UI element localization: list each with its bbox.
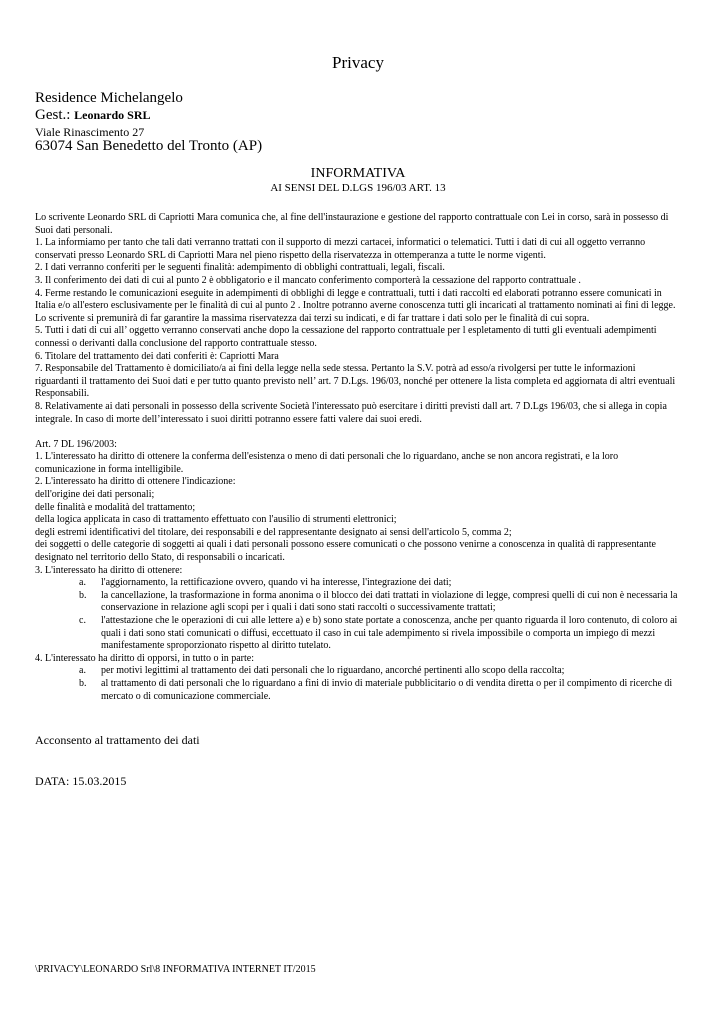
list-marker: a. [79,665,86,677]
clause-paragraph: 7. Responsabile del Trattamento è domiciliato/a ai fini della legge nella sede stessa. Pertanto la S.V. potrà ad esso/a rivolgersi per tutte le informazioni riguardanti il trattamento dei Suoi dati e per tutto quanto previsto nell’ art. 7 D.Lgs. 196/03, nonché per ottenere la lista completa ed aggiornata di altri eventuali Responsabili. [35,363,676,400]
informativa-title: INFORMATIVA [310,166,406,181]
art7-point-3-list [35,577,681,653]
clause-paragraph: 2. I dati verranno conferiti per le seguenti finalità: adempimento di obblighi contrattuali, legali, fiscali. [35,262,445,274]
document-footer: \PRIVACY\LEONARDO Srl\8 INFORMATIVA INTERNET IT/2015 [35,964,316,975]
art7-point-3: 3. L'interessato ha diritto di ottenere: [35,564,183,576]
residence-name: Residence Michelangelo [35,90,183,106]
intro-paragraph: Lo scrivente Leonardo SRL di Capriotti Mara comunica che, al fine dell'instaurazione e gestione del rapporto contrattuale con Lei in corso, sarà in possesso di Suoi dati personali. [35,212,669,236]
list-marker: c. [79,615,86,626]
manager-line [35,107,151,124]
list-item [35,615,681,653]
list-marker: b. [79,677,87,689]
art7-heading: Art. 7 DL 196/2003: [35,438,117,450]
clause-paragraph: 3. Il conferimento dei dati di cui al punto 2 è obbligatorio e il mancato conferimento comporterà la cessazione del rapporto contrattuale . [35,274,581,286]
art7-point-4: 4. L'interessato ha diritto di opporsi, in tutto o in parte: [35,652,254,664]
address-street: Viale Rinascimento 27 [35,125,145,139]
informativa-subtitle: AI SENSI DEL D.LGS 196/03 ART. 13 [270,182,446,194]
art7-point-2-item: degli estremi identificativi del titolare, dei responsabili e del rappresentante designato ai sensi dell'articolo 5, comma 2; [35,526,512,538]
clause-paragraph: 8. Relativamente ai dati personali in possesso della scrivente Società l'interessato può esercitare i diritti previsti dall art. 7 D.Lgs 196/03, che si allega in copia integrale. In caso di morte dell’interessato i suoi diritti potranno essere fatti valere dai suoi eredi. [35,400,667,425]
manager-name: Leonardo SRL [74,108,151,122]
art7-point-2-item: della logica applicata in caso di trattamento effettuato con l'ausilio di strumenti elettronici; [35,514,397,526]
art7-point-1: 1. L'interessato ha diritto di ottenere la conferma dell'esistenza o meno di dati personali che lo riguardano, anche se non ancora registrati, e la loro comunicazione in forma intelligibile. [35,451,619,475]
art7-point-2-item: dell'origine dei dati personali; [35,489,155,501]
list-item-text: l'attestazione che le operazioni di cui alle lettere a) e b) sono state portate a conoscenza, anche per quanto riguarda il loro contenuto, di coloro ai quali i dati sono stati comunicati o diffusi, eccettuato il caso in cui tale adempimento si rivela impossibile o comporta un impiego di mezzi manifestamente sproporzionato rispetto al diritto tutelato. [101,615,678,652]
list-item-text: al trattamento di dati personali che lo riguardano a fini di invio di materiale pubblicitario o di vendita diretta o per il compimento di ricerche di mercato o di comunicazione commerciale. [101,677,673,702]
clause-paragraph: 6. Titolare del trattamento dei dati conferiti è: Capriotti Mara [35,350,279,362]
list-item [35,577,681,590]
art7-point-2: 2. L'interessato ha diritto di ottenere l'indicazione: [35,476,236,488]
clause-paragraph: 5. Tutti i dati di cui all’ oggetto verranno conservati anche dopo la cessazione del rapporto contrattuale per l espletamento di tutti gli eventuali adempimenti connessi o derivanti dalla conclusione del rapporto contrattuale stesso. [35,325,657,349]
consent-statement: Acconsento al trattamento dei dati [35,733,200,747]
list-marker: b. [79,589,87,601]
page-title: Privacy [332,53,384,72]
address-city: 63074 San Benedetto del Tronto (AP) [35,138,263,154]
document-body [35,212,681,703]
list-item [35,678,681,703]
date-field: DATA: 15.03.2015 [35,774,127,788]
clause-paragraph: 1. La informiamo per tanto che tali dati verranno trattati con il supporto di mezzi cartacei, informatici o telematici. Tutti i dati di cui all oggetto verranno conservati presso Leonardo SRL di Capriotti Mara nel pieno rispetto della riservatezza in ottemperanza a tutte le norme vigenti. [35,237,646,261]
list-item [35,665,681,678]
art7-point-4-list [35,665,681,703]
art7-point-2-item: dei soggetti o delle categorie di soggetti ai quali i dati personali possono essere comunicati o che possono venirne a conoscenza in qualità di rappresentante designato nel territorio dello Stato, di responsabili o incaricati. [35,539,656,564]
manager-prefix: Gest.: [35,107,71,123]
clause-paragraph: 4. Ferme restando le comunicazioni eseguite in adempimenti di obblighi di legge e contrattuali, tutti i dati raccolti ed elaborati potranno essere comunicati in Italia e/o all'estero esclusivamente per le finalità di cui al punto 2 . Inoltre potranno averne conoscenza tutti gli incaricati al trattamento nominati ai fini di legge. Lo scrivente si premunirà di far garantire la massima riservatezza dai terzi su indicati, e di far trattare i dati solo per le finalità di cui sopra. [35,287,676,324]
list-item-text: la cancellazione, la trasformazione in forma anonima o il blocco dei dati trattati in violazione di legge, compresi quelli di cui non è necessaria la conservazione in relazione agli scopi per i quali i dati sono stati raccolti o successivamente trattati; [101,589,678,614]
list-marker: a. [79,577,86,589]
art7-point-2-item: delle finalità e modalità del trattamento; [35,501,196,513]
list-item-text: per motivi legittimi al trattamento dei dati personali che lo riguardano, ancorché pertinenti allo scopo della raccolta; [101,665,565,677]
list-item-text: l'aggiornamento, la rettificazione ovvero, quando vi ha interesse, l'integrazione dei dati; [101,577,452,589]
list-item [35,590,681,615]
